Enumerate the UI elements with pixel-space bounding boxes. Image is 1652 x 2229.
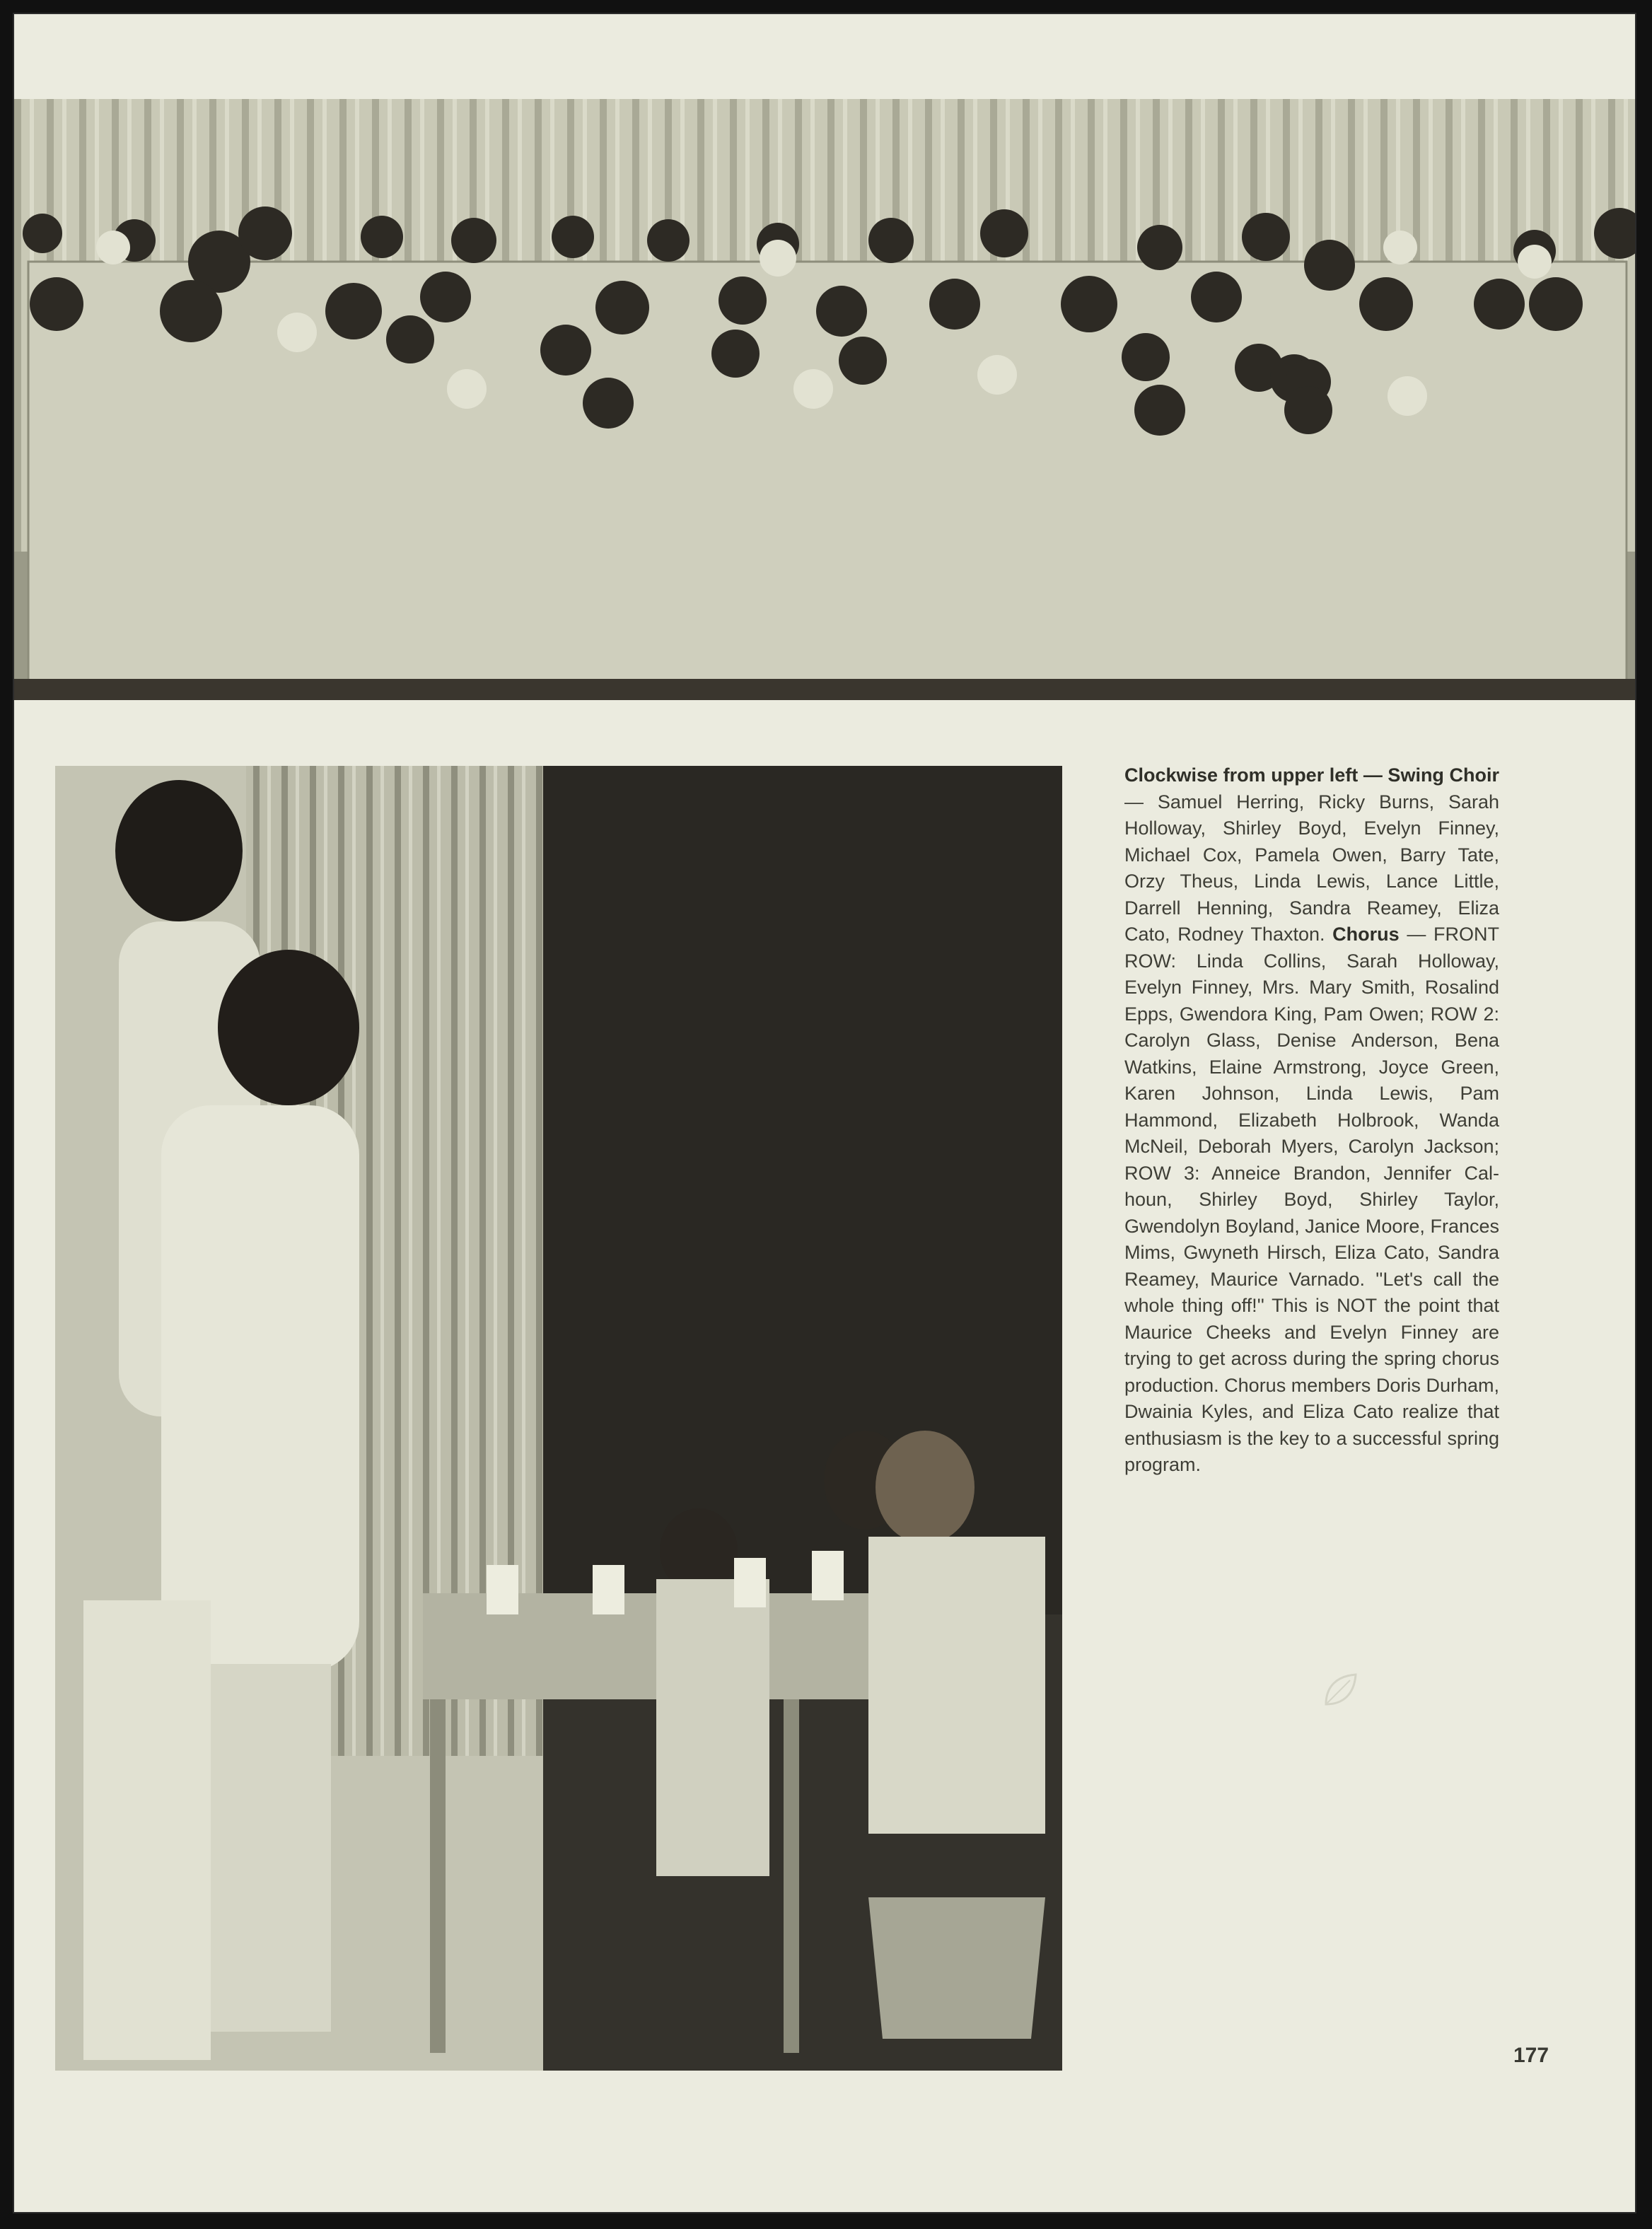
yearbook-page	[13, 13, 1636, 2213]
caption-swing-choir-names: — Samuel Herring, Ricky Burns, Sarah Holloway, Shirley Boyd, Evelyn Finney, Michael Cox, Pamela Owen, Barry Tate, Orzy Theus, Linda Lewis, Lance Little, Darrell Henning, Sandra Reamey, Eliza Cato, Rodney Thaxton.	[1124, 791, 1499, 945]
leaf-icon	[1319, 1669, 1361, 1711]
caption-heading-swing-choir: Clockwise from upper left — Swing Choir	[1124, 764, 1499, 786]
caption-chorus-text: — FRONT ROW: Linda Collins, Sarah Holloway, Evelyn Finney, Mrs. Mary Smith, Rosalind Epps, Gwendora King, Pam Owen; ROW 2: Carolyn Glass, Denise Anderson, Bena Watkins, Elaine Armstrong, Joyce Green, Karen Johnson, Linda Lewis, Pam Hammond, Elizabeth Holbrook, Wanda McNeil, Deborah Myers, Carolyn Jackson; ROW 3: Anneice Brandon, Jennifer Calhoun, Shirley Boyd, Shirley Taylor, Gwendolyn Boyland, Janice Moore, Frances Mims, Gwyneth Hirsch, Eliza Cato, Sandra Reamey, Maurice Varnado. ''Let's call the whole thing off!'' This is NOT the point that Maurice Cheeks and Evelyn Finney are trying to get across during the spring chorus production. Chorus members Doris Durham, Dwainia Kyles, and Eliza Cato realize that enthusiasm is the key to a successful spring program.	[1124, 924, 1499, 1475]
photo-caption	[1124, 762, 1499, 1479]
dance-photo	[55, 766, 1062, 2071]
dance-photo-image	[55, 766, 1062, 2071]
page-number: 177	[1513, 2044, 1549, 2067]
choir-photo-image	[14, 99, 1636, 700]
choir-photo	[14, 99, 1636, 700]
caption-heading-chorus: Chorus	[1332, 924, 1400, 945]
